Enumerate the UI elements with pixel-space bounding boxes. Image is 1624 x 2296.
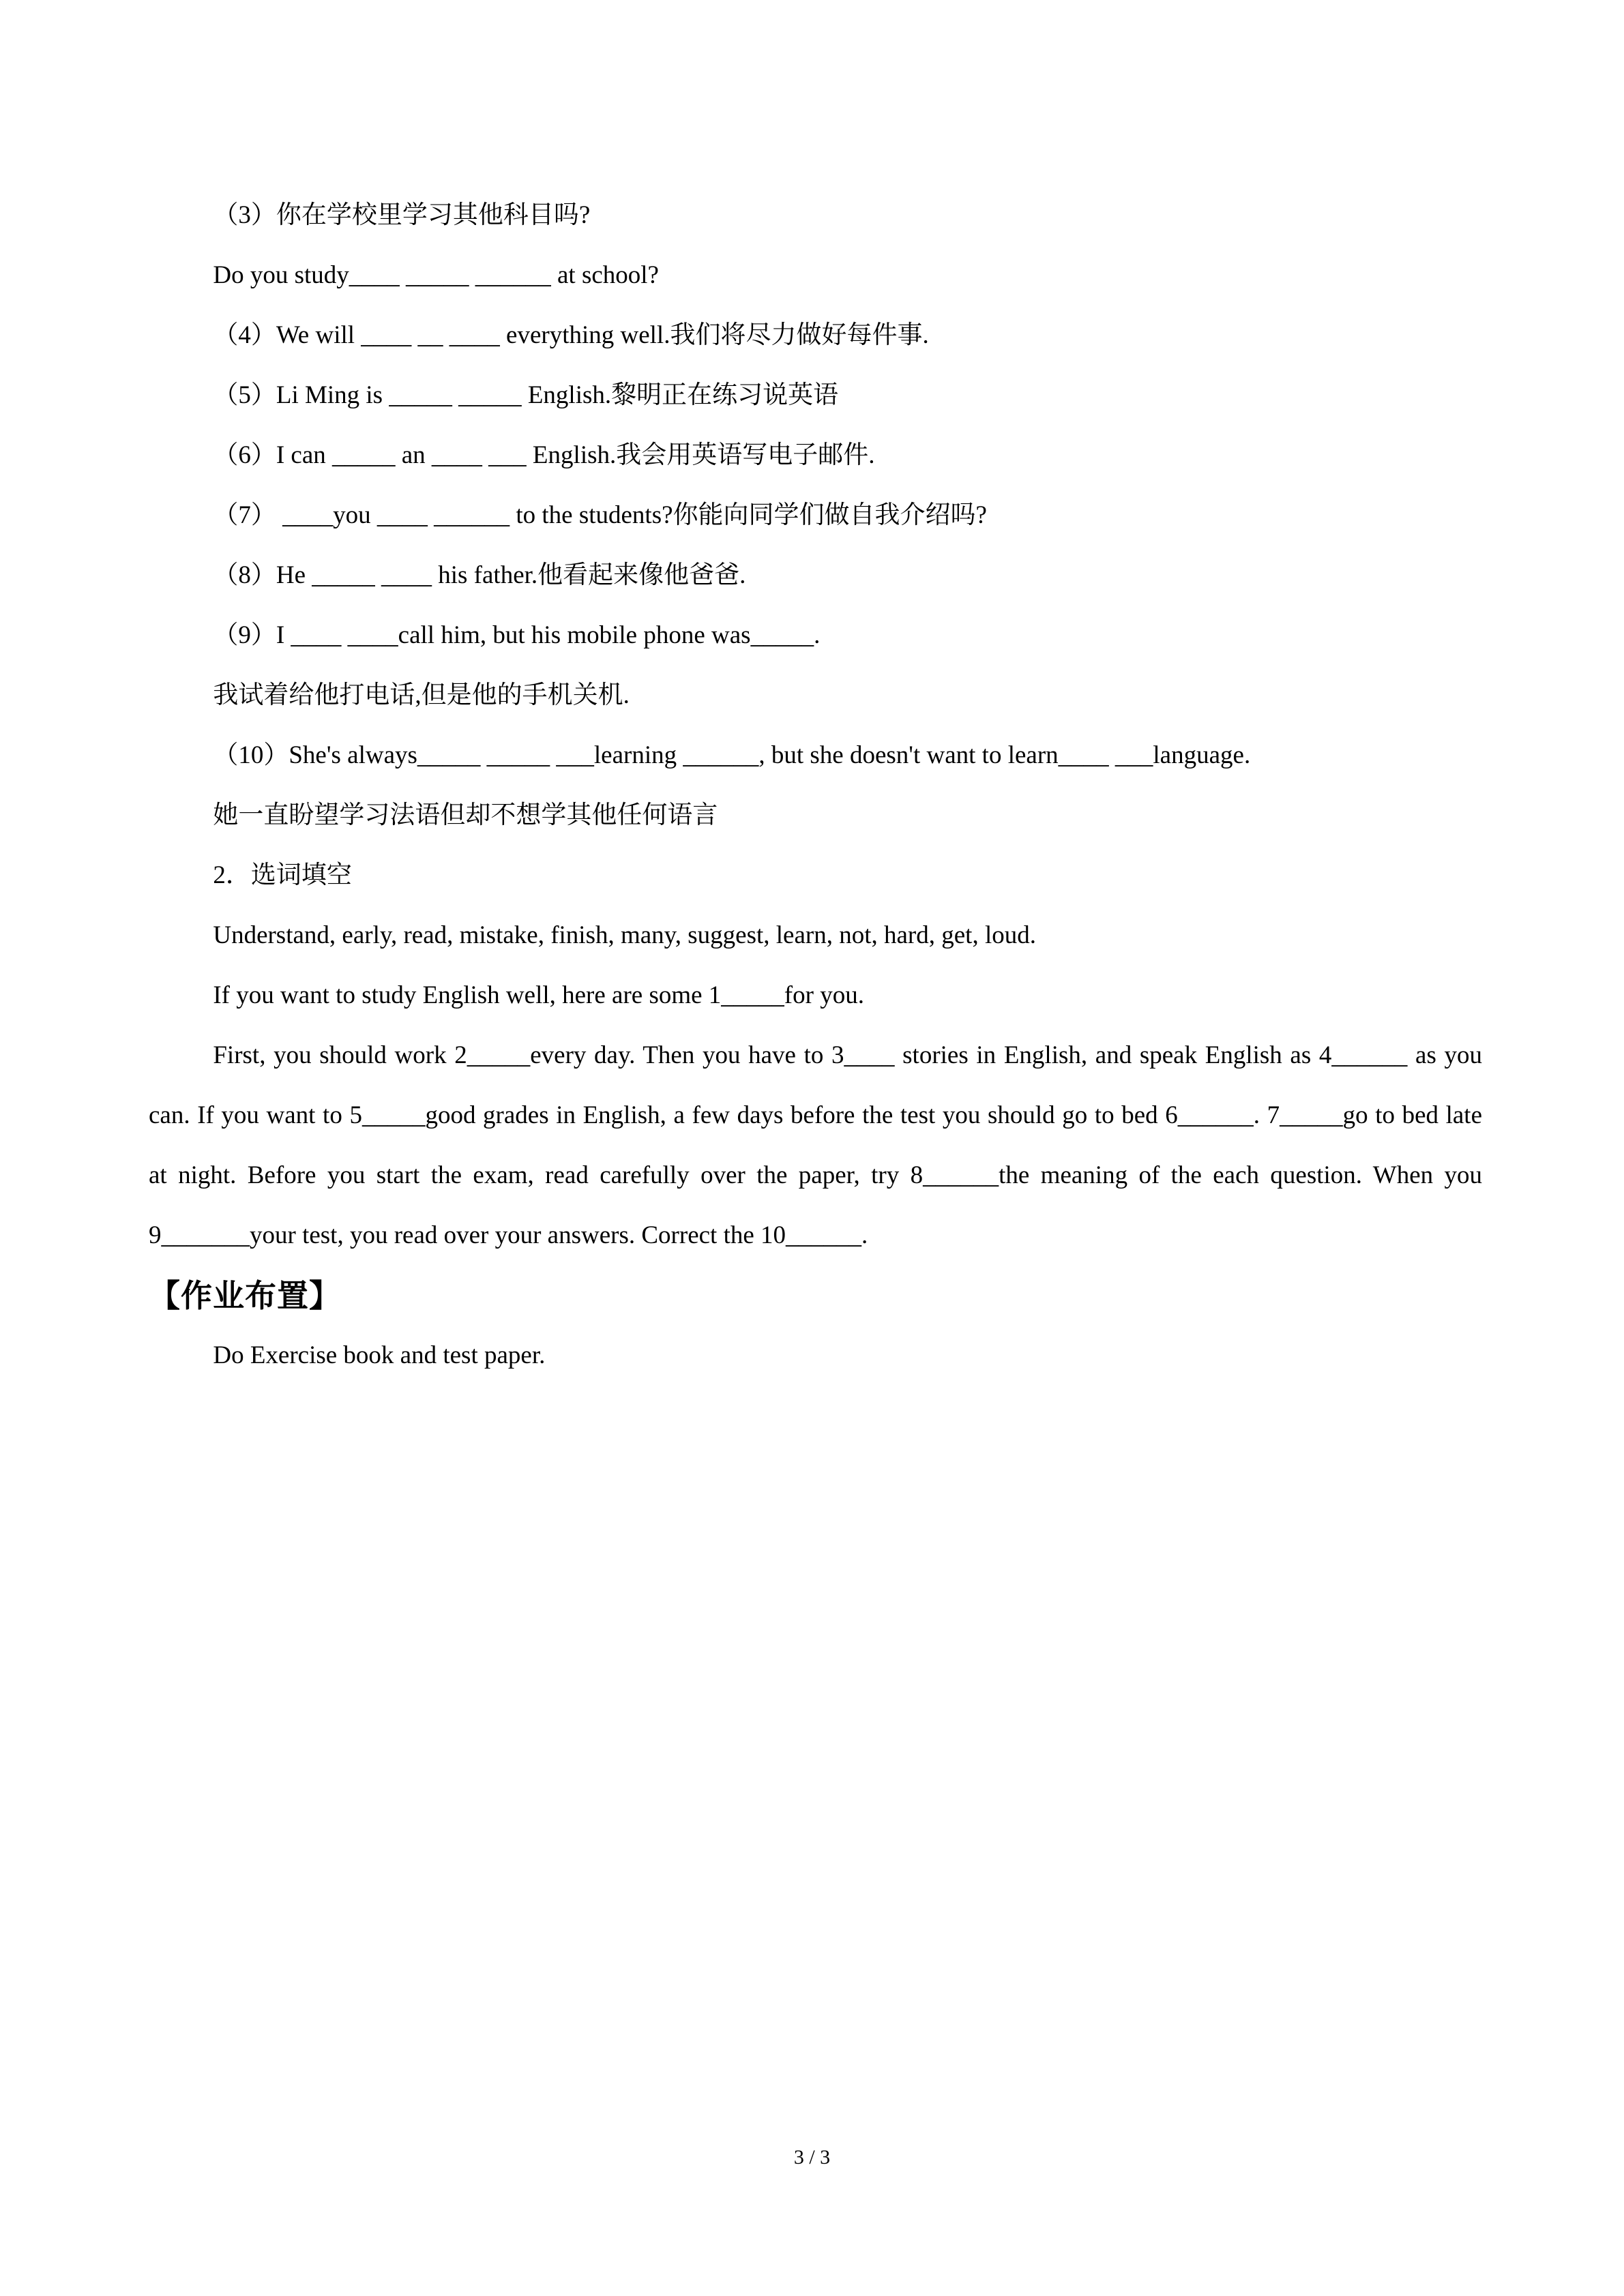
line-question-3-cn: （3）你在学校里学习其他科目吗?	[213, 201, 591, 229]
page-number: 3 / 3	[793, 2146, 831, 2168]
cloze-intro: If you want to study English well, here are some 1_____for you.	[213, 981, 864, 1009]
line-question-8: （8）He _____ ____ his father.他看起来像他爸爸.	[213, 561, 746, 589]
section-2-title: 2．选词填空	[213, 861, 352, 889]
line-question-7: （7） ____you ____ ______ to the students?你能向同学们做自我介绍吗?	[213, 501, 987, 529]
homework-heading: 【作业布置】	[149, 1278, 341, 1313]
cloze-passage: First, you should work 2_____every day. Then you have to 3____ stories in English, and speak English as 4______ as you can. If you want to 5_____good grades in English, a few days before the test you should go to bed 6______. 7_____go to bed late at night. Before you start the exam, read carefully over the paper, try 8______the meaning of the each question. When you 9_______your test, you read over your answers. Correct the 10______.	[149, 1041, 1482, 1249]
line-question-3-en: Do you study____ _____ ______ at school?	[213, 261, 659, 289]
line-question-9-cn: 我试着给他打电话,但是他的手机关机.	[213, 681, 630, 709]
word-bank: Understand, early, read, mistake, finish, many, suggest, learn, not, hard, get, loud.	[213, 921, 1036, 949]
line-question-9-en: （9）I ____ ____call him, but his mobile phone was_____.	[213, 621, 821, 649]
homework-line: Do Exercise book and test paper.	[213, 1341, 546, 1369]
line-question-10-cn: 她一直盼望学习法语但却不想学其他任何语言	[213, 801, 718, 829]
line-question-10-en: （10）She's always_____ _____ ___learning ______, but she doesn't want to learn____ ___language.	[213, 741, 1251, 769]
line-question-6: （6）I can _____ an ____ ___ English.我会用英语写电子邮件.	[213, 441, 875, 469]
line-question-4: （4）We will ____ __ ____ everything well.我们将尽力做好每件事.	[213, 321, 929, 349]
line-question-5: （5）Li Ming is _____ _____ English.黎明正在练习说英语	[213, 381, 839, 409]
